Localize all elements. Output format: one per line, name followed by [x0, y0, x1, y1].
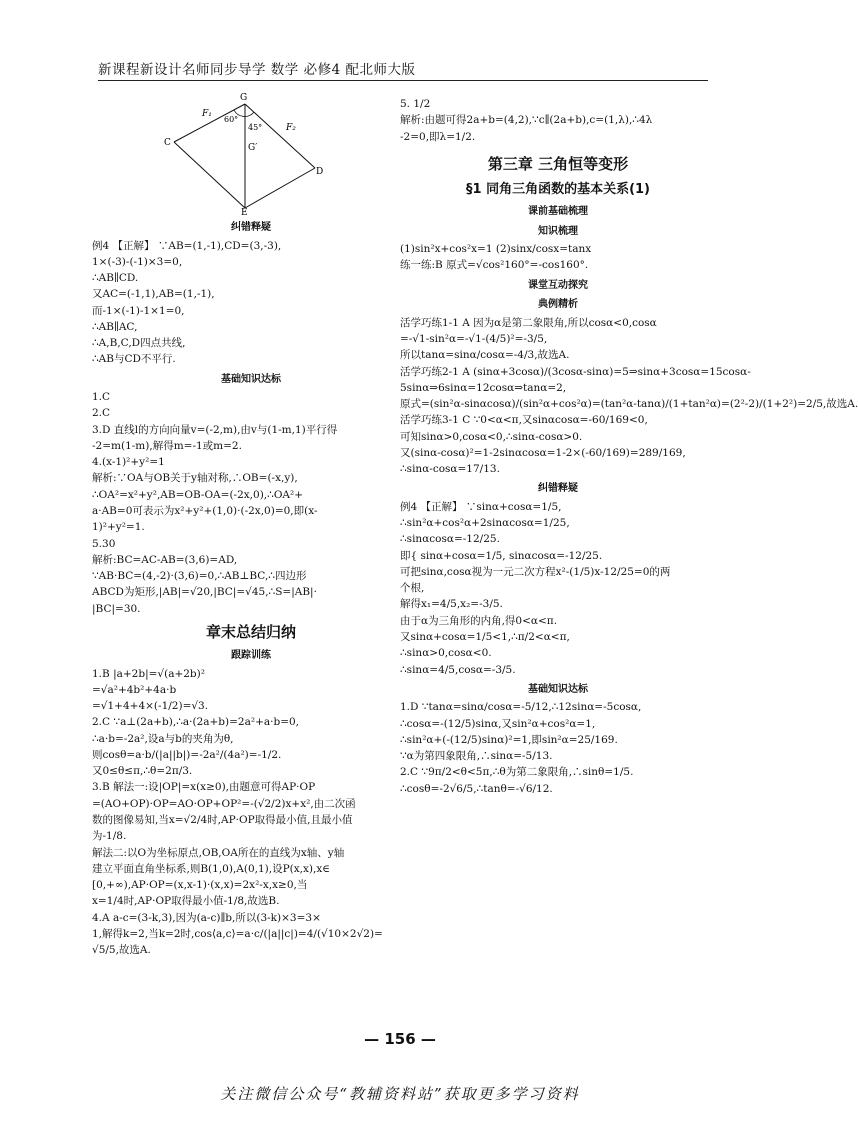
- label-d: D: [316, 167, 324, 177]
- label-f1: F₁: [202, 109, 212, 119]
- text-line: ∴sinα-cosα=17/13.: [400, 463, 500, 476]
- text-line: 数的图像易知,当x=√2/4时,AP·OP取得最小值,且最小值: [92, 813, 353, 826]
- footer-note: 关注微信公众号“教辅资料站”获取更多学习资料: [220, 1085, 580, 1103]
- text-line: -2=0,即λ=1/2.: [400, 130, 476, 143]
- text-line: 而-1×(-1)-1×1=0,: [92, 304, 185, 317]
- text-line: 即{ sinα+cosα=1/5, sinαcosα=-12/25.: [400, 549, 603, 562]
- left-column: [92, 216, 410, 958]
- text-line: ∴sin²α+cos²α+2sinαcosα=1/25,: [400, 517, 570, 530]
- text-line: 5.30: [92, 537, 116, 550]
- text-line: 1.D ∵tanα=sinα/cosα=-5/12,∴12sinα=-5cosα,: [400, 701, 642, 714]
- text-line: 可知sinα>0,cosα<0,∴sinα-cosα>0.: [400, 430, 583, 443]
- text-line: |BC|=30.: [92, 602, 141, 615]
- subsection-heading: 典例精析: [538, 299, 578, 311]
- text-line: 为-1/8.: [92, 830, 127, 843]
- chapter-heading: 第三章 三角恒等变形: [487, 154, 629, 173]
- label-e: E: [241, 208, 248, 218]
- text-line: =√1+4+4×(-1/2)=√3.: [92, 700, 209, 713]
- text-line: 又AC=(-1,1),AB=(1,-1),: [92, 288, 215, 301]
- text-line: 2.C: [92, 407, 111, 420]
- text-line: ∴AB∥AC,: [92, 320, 138, 333]
- text-line: 个根,: [400, 582, 425, 595]
- text-line: 例4 【正解】 ∵AB=(1,-1),CD=(3,-3),: [92, 239, 282, 252]
- label-f2: F₂: [286, 123, 296, 133]
- text-line: 活学巧练2-1 A (sinα+3cosα)/(3cosα-sinα)=5⇒sinα+3cosα=15cosα-: [400, 365, 751, 378]
- text-line: ∴cosα=-(12/5)sinα,又sin²α+cos²α=1,: [400, 717, 596, 730]
- text-line: 1)²+y²=1.: [92, 521, 145, 534]
- text-line: ∴sinα>0,cosα<0.: [400, 647, 492, 660]
- text-line: 2.C ∵a⊥(2a+b),∴a·(2a+b)=2a²+a·b=0,: [92, 716, 300, 729]
- subsection-heading: 课堂互动探究: [528, 279, 588, 291]
- text-line: 则cosθ=a·b/(|a||b|)=-2a²/(4a²)=-1/2.: [92, 748, 282, 761]
- text-line: 活学巧练3-1 C ∵0<α<π,又sinαcosα=-60/169<0,: [400, 414, 648, 427]
- page-number: — 156 —: [364, 1030, 436, 1048]
- text-line: 又(sinα-cosα)²=1-2sinαcosα=1-2×(-60/169)=289/169,: [400, 446, 686, 459]
- text-line: 原式=(sin²α-sinαcosα)/(sin²α+cos²α)=(tan²α-tanα)/(1+tan²α)=(2²-2)/(1+2²)=2/5,故选A.: [400, 398, 858, 411]
- text-line: 3.B 解法一:设|OP|=x(x≥0),由题意可得AP·OP: [92, 781, 316, 794]
- text-line: 5sinα⇒6sinα=12cosα⇒tanα=2,: [400, 381, 567, 394]
- subsection-heading: 跟踪训练: [231, 650, 271, 662]
- text-line: 所以tanα=sinα/cosα=-4/3,故选A.: [400, 349, 570, 362]
- text-line: 建立平面直角坐标系,则B(1,0),A(0,1),设P(x,x),x∈: [92, 862, 331, 875]
- label-angle-60: 60°: [224, 115, 239, 124]
- text-line: a·AB=0可表示为x²+y²+(1,0)·(-2x,0)=0,即(x-: [92, 504, 318, 517]
- text-line: 解析:BC=AC-AB=(3,6)=AD,: [92, 553, 238, 566]
- text-line: 3.D 直线l的方向向量v=(-2,m),由v与(1-m,1)平行得: [92, 423, 338, 436]
- line-d-e: [245, 168, 315, 208]
- text-line: ∴AB与CD不平行.: [92, 353, 176, 366]
- text-line: 可把sinα,cosα视为一元二次方程x²-(1/5)x-12/25=0的两: [400, 565, 671, 578]
- text-line: 2.C ∵9π/2<θ<5π,∴θ为第二象限角,∴sinθ=1/5.: [400, 766, 634, 779]
- text-line: 4.(x-1)²+y²=1: [92, 456, 165, 469]
- text-line: ∴A,B,C,D四点共线,: [92, 337, 186, 350]
- running-header: 新课程新设计名师同步导学 数学 必修4 配北师大版: [98, 58, 708, 81]
- text-line: ∴cosθ=-2√6/5,∴tanθ=-√6/12.: [400, 782, 553, 795]
- subsection-heading: 基础知识达标: [528, 683, 588, 695]
- text-line: ∴sin²α+(-(12/5)sinα)²=1,即sin²α=25/169.: [400, 733, 618, 746]
- text-line: 练一练:B 原式=√cos²160°=-cos160°.: [400, 259, 589, 272]
- text-line: 又sinα+cosα=1/5<1,∴π/2<α<π,: [400, 631, 570, 643]
- label-angle-45: 45°: [248, 123, 263, 132]
- text-line: 1.B |a+2b|=√(a+2b)²: [92, 667, 205, 680]
- subsection-heading: 基础知识达标: [221, 373, 281, 385]
- text-line: 例4 【正解】 ∵sinα+cosα=1/5,: [400, 500, 562, 513]
- text-line: 解析:由题可得2a+b=(4,2),∵c∥(2a+b),c=(1,λ),∴4λ: [400, 114, 653, 127]
- text-line: 5. 1/2: [400, 98, 431, 110]
- text-line: 由于α为三角形的内角,得0<α<π.: [400, 614, 558, 627]
- text-line: ABCD为矩形,|AB|=√20,|BC|=√45,∴S=|AB|·: [92, 586, 317, 599]
- text-line: ∴a·b=-2a²,设a与b的夹角为θ,: [92, 732, 234, 745]
- line-g-d: [245, 104, 315, 168]
- text-line: 1.C: [92, 391, 111, 404]
- text-line: =√a²+4b²+4a·b: [92, 683, 177, 696]
- text-line: -2=m(1-m),解得m=-1或m=2.: [92, 439, 242, 452]
- text-line: ∴sinαcosα=-12/25.: [400, 533, 500, 546]
- text-line: 活学巧练1-1 A 因为α是第二象限角,所以cosα<0,cosα: [400, 316, 657, 329]
- subsection-heading: 纠错释疑: [538, 483, 578, 495]
- text-line: x=1/4时,AP·OP取得最小值-1/8,故选B.: [92, 895, 280, 908]
- subsection-heading: 纠错释疑: [231, 222, 271, 233]
- text-line: =-√1-sin²α=-√1-(4/5)²=-3/5,: [400, 332, 548, 345]
- section-heading: 章末总结归纳: [205, 622, 296, 641]
- text-line: ∵AB·BC=(4,-2)·(3,6)=0,∴AB⊥BC,∴四边形: [92, 570, 307, 583]
- text-line: 解析:∵OA与OB关于y轴对称,∴OB=(-x,y),: [92, 472, 298, 485]
- label-g: G: [240, 93, 248, 103]
- label-c: C: [164, 138, 171, 148]
- text-line: (1)sin²x+cos²x=1 (2)sinx/cosx=tanx: [400, 243, 592, 256]
- text-line: ∵α为第四象限角,∴sinα=-5/13.: [400, 750, 553, 763]
- text-line: 解得x₁=4/5,x₂=-3/5.: [400, 598, 503, 611]
- text-line: 4.A a-c=(3-k,3),因为(a-c)∥b,所以(3-k)×3=3×: [92, 911, 321, 924]
- text-line: ∴sinα=4/5,cosα=-3/5.: [400, 663, 516, 676]
- section-title: §1 同角三角函数的基本关系(1): [466, 182, 650, 198]
- subsection-heading: 知识梳理: [538, 225, 578, 237]
- text-line: 解法二:以O为坐标原点,OB,OA所在的直线为x轴、y轴: [92, 846, 345, 859]
- text-line: ∴OA²=x²+y²,AB=OB-OA=(-2x,0),∴OA²+: [92, 488, 304, 501]
- right-column: [400, 96, 858, 797]
- label-gprime: G′: [248, 143, 258, 153]
- text-line: [0,+∞),AP·OP=(x,x-1)·(x,x)=2x²-x,x≥0,当: [92, 879, 308, 892]
- force-diagram: [160, 90, 330, 218]
- line-c-e: [174, 142, 245, 208]
- subsection-heading: 课前基础梳理: [528, 206, 588, 218]
- text-line: ∴AB∥CD.: [92, 272, 139, 285]
- text-line: 又0≤θ≤π,∴θ=2π/3.: [92, 765, 193, 778]
- text-line: √5/5,故选A.: [92, 944, 151, 957]
- text-line: =(AO+OP)·OP=AO·OP+OP²=-(√2/2)x+x²,由二次函: [92, 797, 356, 810]
- text-line: 1,解得k=2,当k=2时,cos⟨a,c⟩=a·c/(|a||c|)=4/(√10×2√2)=: [92, 927, 383, 940]
- text-line: 1×(-3)-(-1)×3=0,: [92, 255, 183, 268]
